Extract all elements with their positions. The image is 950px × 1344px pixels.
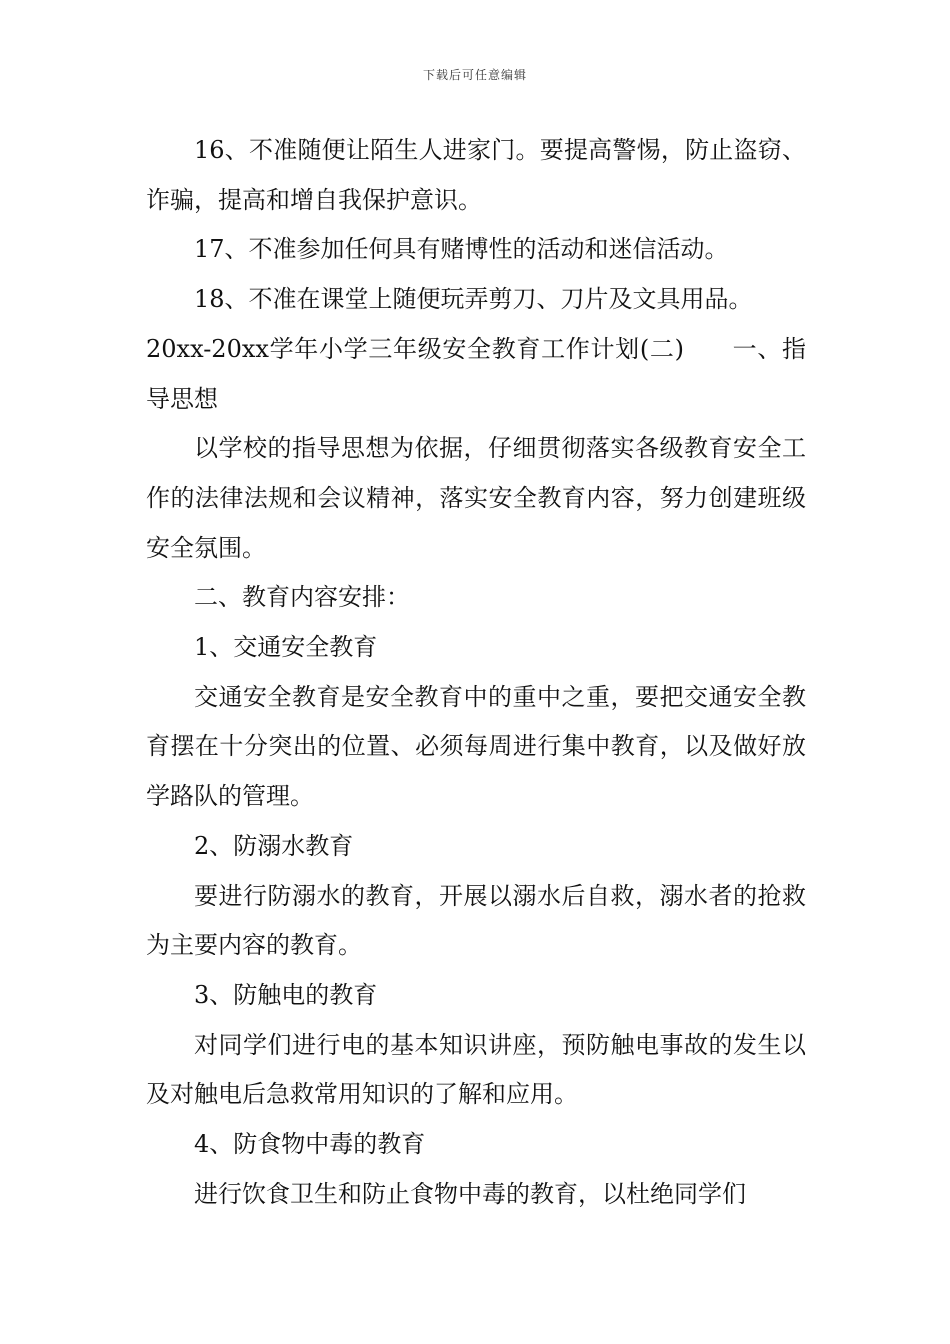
paragraph-rule-16: 16、不准随便让陌生人进家门。要提高警惕，防止盗窃、诈骗，提高和增自我保护意识。 <box>146 136 806 214</box>
document-body <box>146 126 806 1219</box>
heading-food-poisoning: 4、防食物中毒的教育 <box>194 1130 426 1159</box>
paragraph-drowning-prevention: 要进行防溺水的教育，开展以溺水后自救，溺水者的抢救为主要内容的教育。 <box>146 881 806 960</box>
paragraph-rule-18: 18、不准在课堂上随便玩弄剪刀、刀片及文具用品。 <box>194 285 753 314</box>
paragraph-guiding-thought: 以学校的指导思想为依据，仔细贯彻落实各级教育安全工作的法律法规和会议精神，落实安全教育内容，努力创建班级安全氛围。 <box>146 434 806 562</box>
heading-traffic-safety: 1、交通安全教育 <box>194 633 378 662</box>
paragraph-electric-shock: 对同学们进行电的基本知识讲座，预防触电事故的发生以及对触电后急救常用知识的了解和应用。 <box>146 1030 806 1109</box>
heading-drowning-prevention: 2、防溺水教育 <box>194 831 354 860</box>
page-header-note: 下载后可任意编辑 <box>422 68 527 82</box>
paragraph-food-poisoning: 进行饮食卫生和防止食物中毒的教育，以杜绝同学们 <box>194 1179 746 1208</box>
paragraph-rule-17: 17、不准参加任何具有赌博性的活动和迷信活动。 <box>194 235 729 264</box>
heading-guiding-thought: 指导思想 <box>146 334 807 413</box>
heading-prefix: 一、 <box>731 334 783 363</box>
heading-electric-shock: 3、防触电的教育 <box>194 980 378 1009</box>
paragraph-traffic-safety: 交通安全教育是安全教育中的重中之重，要把交通安全教育摆在十分突出的位置、必须每周进行集中教育，以及做好放学路队的管理。 <box>146 682 806 811</box>
heading-content-arrangement: 二、教育内容安排： <box>194 583 410 612</box>
section-title <box>146 325 806 424</box>
plan-title: 20xx-20xx学年小学三年级安全教育工作计划(二) <box>146 334 684 363</box>
